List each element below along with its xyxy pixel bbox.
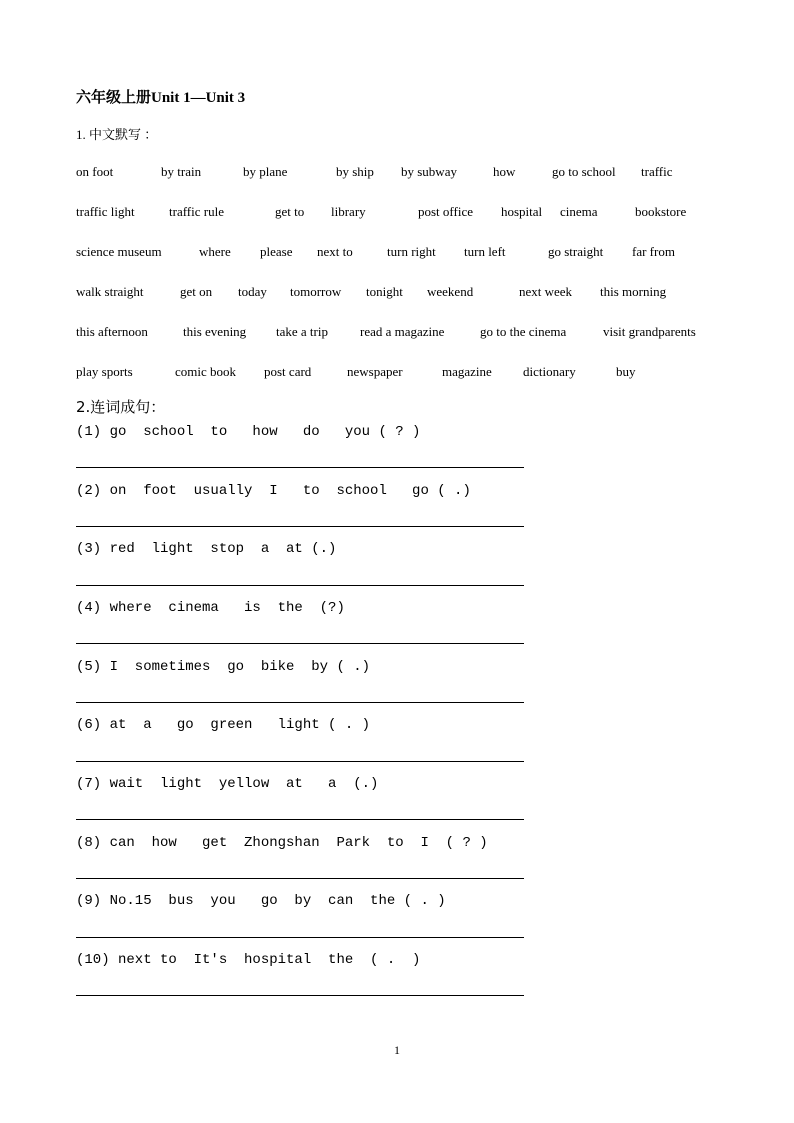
vocab-item: dictionary [523,364,576,379]
answer-line-3[interactable] [76,585,524,586]
page-number: 1 [394,1043,400,1057]
vocab-item: walk straight [76,284,144,299]
vocab-item: get to [275,204,305,219]
vocab-row [76,324,736,342]
worksheet-title: 六年级上册Unit 1—Unit 3 [76,90,246,106]
vocab-item: far from [632,244,675,259]
vocab-item: newspaper [347,364,403,379]
vocab-item: go to the cinema [480,324,567,339]
vocab-item: this afternoon [76,324,148,339]
vocab-item: science museum [76,244,162,259]
question-10: (10) next to It's hospital the ( . ) [76,952,421,968]
answer-line-5[interactable] [76,702,524,703]
answer-line-6[interactable] [76,761,524,762]
vocab-row [76,284,736,302]
vocab-item: post office [418,204,473,219]
vocab-item: play sports [76,364,133,379]
vocab-item: library [331,204,366,219]
vocab-item: turn right [387,244,436,259]
vocab-item: comic book [175,364,237,379]
vocab-item: traffic rule [169,204,224,219]
question-6: (6) at a go green light ( . ) [76,717,371,733]
vocab-item: how [493,164,516,179]
vocab-item: turn left [464,244,506,259]
question-3: (3) red light stop a at (.) [76,541,337,557]
vocab-item: by train [161,164,202,179]
vocab-item: where [199,244,231,259]
vocab-item: hospital [501,204,543,219]
answer-line-9[interactable] [76,937,524,938]
vocab-item: by plane [243,164,288,179]
vocab-item: tonight [366,284,403,299]
vocab-item: buy [616,364,636,379]
vocab-item: tomorrow [290,284,342,299]
vocab-item: post card [264,364,312,379]
vocab-item: bookstore [635,204,687,219]
section-2-heading: 2.连词成句： [76,398,166,416]
vocab-item: by subway [401,164,457,179]
question-4: (4) where cinema is the (?) [76,600,345,616]
question-8: (8) can how get Zhongshan Park to I ( ? ) [76,835,488,851]
question-2: (2) on foot usually I to school go ( .) [76,483,471,499]
question-9: (9) No.15 bus you go by can the ( . ) [76,893,446,909]
vocab-item: go straight [548,244,604,259]
vocab-item: on foot [76,164,114,179]
vocab-item: next to [317,244,353,259]
vocab-item: this evening [183,324,247,339]
vocab-item: next week [519,284,573,299]
vocab-item: read a magazine [360,324,445,339]
vocab-item: go to school [552,164,616,179]
vocab-item: magazine [442,364,492,379]
answer-line-7[interactable] [76,819,524,820]
vocab-item: today [238,284,267,299]
answer-line-4[interactable] [76,643,524,644]
vocab-item: this morning [600,284,667,299]
question-1: (1) go school to how do you ( ? ) [76,424,421,440]
vocab-row [76,164,736,182]
vocab-item: traffic [641,164,673,179]
answer-line-2[interactable] [76,526,524,527]
vocab-item: by ship [336,164,374,179]
vocab-row [76,204,736,222]
vocab-item: get on [180,284,213,299]
section-1-heading: 1. 中文默写 ： [76,127,158,142]
vocab-item: cinema [560,204,598,219]
vocab-row [76,244,736,262]
question-5: (5) I sometimes go bike by ( .) [76,659,371,675]
vocab-item: please [260,244,293,259]
question-7: (7) wait light yellow at a (.) [76,776,379,792]
answer-line-10[interactable] [76,995,524,996]
vocab-item: weekend [427,284,474,299]
answer-line-1[interactable] [76,467,524,468]
vocab-row [76,364,736,382]
answer-line-8[interactable] [76,878,524,879]
vocab-item: traffic light [76,204,135,219]
vocab-item: take a trip [276,324,328,339]
vocab-item: visit grandparents [603,324,696,339]
